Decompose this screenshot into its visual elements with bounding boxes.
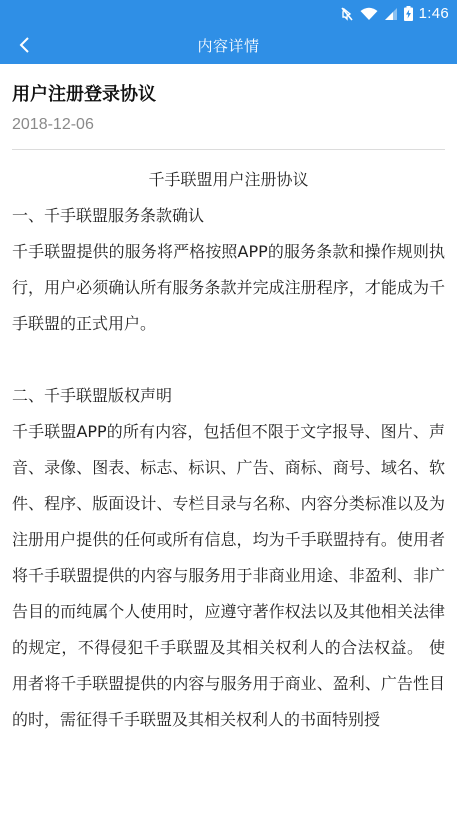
article-title: 用户注册登录协议 [12,84,156,105]
mute-icon [340,7,354,21]
article-content [12,64,445,738]
section-1-body: 千手联盟提供的服务将严格按照APP的服务条款和操作规则执行，用户必须确认所有服务条款并完成注册程序，才能成为千手联盟的正式用户。 [12,242,445,333]
article-date: 2018-12-06 [12,116,94,133]
wifi-icon [360,7,378,21]
agreement-heading: 千手联盟用户注册协议 [148,170,309,189]
section-1-title: 一、千手联盟服务条款确认 [12,206,205,225]
article-body [12,162,445,738]
battery-charging-icon [404,6,413,21]
app-bar [0,27,457,64]
status-time: 1:46 [418,5,449,22]
back-button[interactable] [10,30,40,60]
divider [12,149,445,150]
signal-icon [384,7,398,21]
blank-line [12,342,445,378]
section-2-title: 二、千手联盟版权声明 [12,386,173,405]
status-bar [0,0,457,27]
page-title: 内容详情 [197,37,260,55]
chevron-left-icon [18,36,32,54]
section-2-body: 千手联盟APP的所有内容，包括但不限于文字报导、图片、声音、录像、图表、标志、标识、广告、商标、商号、域名、软件、程序、版面设计、专栏目录与名称、内容分类标准以及为注册用户提供的任何或所有信息，均为千手联盟持有。使用者将千手联盟提供的内容与服务用于非商业用途、非盈利、非广告目的而纯属个人使用时，应遵守著作权法以及其他相关法律的规定，不得侵犯千手联盟及其相关权利人的合法权益。 使用者将千手联盟提供的内容与服务用于商业、盈利、广告性目的时，需征得千手联盟及其相关权利人的书面特别授 [12,422,445,729]
